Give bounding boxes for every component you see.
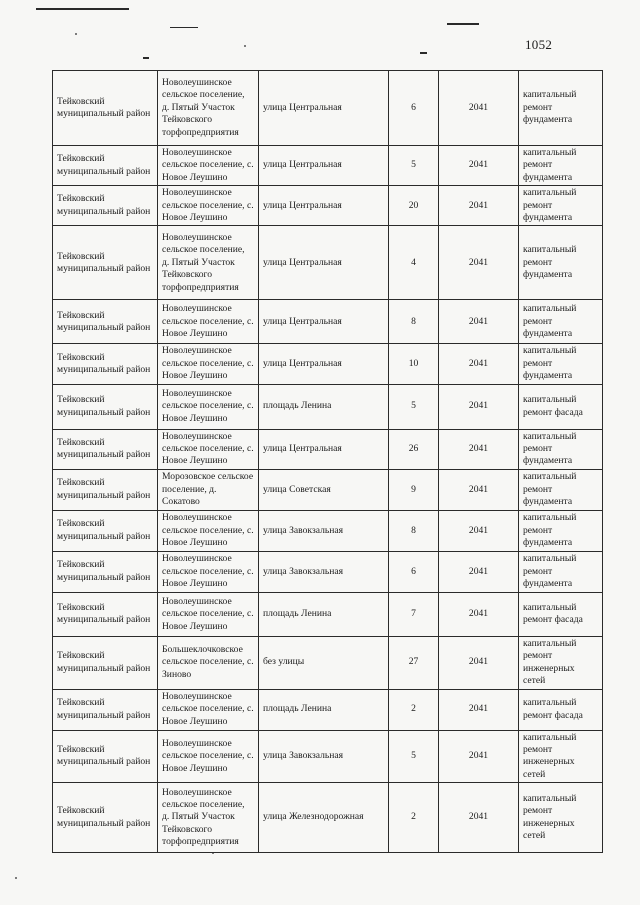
table-row bbox=[53, 226, 603, 300]
settlement-cell: Новолеушинское сельское поселение, д. Пятый Участок Тейковского торфопредприятия bbox=[158, 71, 259, 146]
table-row bbox=[53, 592, 603, 636]
street-cell: без улицы bbox=[259, 636, 389, 689]
table-row bbox=[53, 300, 603, 344]
year-cell: 2041 bbox=[439, 636, 519, 689]
work-type-cell: капитальный ремонт фундамента bbox=[519, 71, 603, 146]
district-cell: Тейковский муниципальный район bbox=[53, 384, 158, 429]
house-number-cell: 5 bbox=[389, 146, 439, 186]
settlement-cell: Новолеушинское сельское поселение, с. Новое Леушино bbox=[158, 186, 259, 226]
settlement-cell: Новолеушинское сельское поселение, д. Пятый Участок Тейковского торфопредприятия bbox=[158, 783, 259, 853]
district-cell: Тейковский муниципальный район bbox=[53, 71, 158, 146]
settlement-cell: Новолеушинское сельское поселение, с. Новое Леушино bbox=[158, 300, 259, 344]
scan-mark-top-2 bbox=[447, 23, 479, 25]
year-cell: 2041 bbox=[439, 300, 519, 344]
house-number-cell: 2 bbox=[389, 783, 439, 853]
district-cell: Тейковский муниципальный район bbox=[53, 551, 158, 592]
year-cell: 2041 bbox=[439, 592, 519, 636]
scan-speck bbox=[75, 33, 77, 35]
work-type-cell: капитальный ремонт фундамента bbox=[519, 429, 603, 469]
house-number-cell: 10 bbox=[389, 344, 439, 384]
district-cell: Тейковский муниципальный район bbox=[53, 429, 158, 469]
year-cell: 2041 bbox=[439, 344, 519, 384]
table-row bbox=[53, 186, 603, 226]
house-number-cell: 7 bbox=[389, 592, 439, 636]
house-number-cell: 20 bbox=[389, 186, 439, 226]
year-cell: 2041 bbox=[439, 186, 519, 226]
house-number-cell: 9 bbox=[389, 469, 439, 510]
work-type-cell: капитальный ремонт фундамента bbox=[519, 469, 603, 510]
table-row bbox=[53, 344, 603, 384]
settlement-cell: Новолеушинское сельское поселение, с. Новое Леушино bbox=[158, 384, 259, 429]
settlement-cell: Большеклочковское сельское поселение, с. Зиново bbox=[158, 636, 259, 689]
scan-mark-top-left bbox=[36, 8, 129, 10]
year-cell: 2041 bbox=[439, 730, 519, 783]
street-cell: площадь Ленина bbox=[259, 689, 389, 730]
table-row bbox=[53, 469, 603, 510]
street-cell: улица Центральная bbox=[259, 300, 389, 344]
settlement-cell: Новолеушинское сельское поселение, с. Новое Леушино bbox=[158, 429, 259, 469]
street-cell: улица Центральная bbox=[259, 429, 389, 469]
district-cell: Тейковский муниципальный район bbox=[53, 689, 158, 730]
scan-mark-top-4 bbox=[420, 52, 427, 54]
year-cell: 2041 bbox=[439, 783, 519, 853]
work-type-cell: капитальный ремонт фундамента bbox=[519, 226, 603, 300]
house-number-cell: 2 bbox=[389, 689, 439, 730]
house-number-cell: 8 bbox=[389, 510, 439, 551]
work-type-cell: капитальный ремонт инженерных сетей bbox=[519, 636, 603, 689]
scan-speck bbox=[244, 45, 246, 47]
street-cell: улица Центральная bbox=[259, 186, 389, 226]
house-number-cell: 5 bbox=[389, 730, 439, 783]
year-cell: 2041 bbox=[439, 689, 519, 730]
table-row bbox=[53, 146, 603, 186]
street-cell: площадь Ленина bbox=[259, 592, 389, 636]
table-row bbox=[53, 429, 603, 469]
table-row bbox=[53, 384, 603, 429]
work-type-cell: капитальный ремонт фундамента bbox=[519, 344, 603, 384]
work-type-cell: капитальный ремонт фундамента bbox=[519, 551, 603, 592]
work-type-cell: капитальный ремонт фундамента bbox=[519, 300, 603, 344]
district-cell: Тейковский муниципальный район bbox=[53, 730, 158, 783]
table-row bbox=[53, 510, 603, 551]
street-cell: улица Советская bbox=[259, 469, 389, 510]
year-cell: 2041 bbox=[439, 469, 519, 510]
street-cell: улица Центральная bbox=[259, 71, 389, 146]
settlement-cell: Новолеушинское сельское поселение, с. Новое Леушино bbox=[158, 510, 259, 551]
district-cell: Тейковский муниципальный район bbox=[53, 636, 158, 689]
street-cell: площадь Ленина bbox=[259, 384, 389, 429]
year-cell: 2041 bbox=[439, 384, 519, 429]
table-row bbox=[53, 636, 603, 689]
district-cell: Тейковский муниципальный район bbox=[53, 344, 158, 384]
year-cell: 2041 bbox=[439, 146, 519, 186]
house-number-cell: 8 bbox=[389, 300, 439, 344]
year-cell: 2041 bbox=[439, 551, 519, 592]
work-type-cell: капитальный ремонт фундамента bbox=[519, 186, 603, 226]
district-cell: Тейковский муниципальный район bbox=[53, 186, 158, 226]
work-type-cell: капитальный ремонт фундамента bbox=[519, 510, 603, 551]
district-cell: Тейковский муниципальный район bbox=[53, 783, 158, 853]
scan-speck bbox=[15, 877, 17, 879]
settlement-cell: Новолеушинское сельское поселение, с. Новое Леушино bbox=[158, 146, 259, 186]
scan-mark-top-3 bbox=[143, 57, 149, 59]
work-type-cell: капитальный ремонт фасада bbox=[519, 592, 603, 636]
street-cell: улица Завокзальная bbox=[259, 730, 389, 783]
work-type-cell: капитальный ремонт инженерных сетей bbox=[519, 783, 603, 853]
year-cell: 2041 bbox=[439, 429, 519, 469]
district-cell: Тейковский муниципальный район bbox=[53, 510, 158, 551]
table-row bbox=[53, 730, 603, 783]
scan-mark-top-1 bbox=[170, 27, 198, 28]
street-cell: улица Завокзальная bbox=[259, 510, 389, 551]
settlement-cell: Новолеушинское сельское поселение, с. Новое Леушино bbox=[158, 730, 259, 783]
work-type-cell: капитальный ремонт фасада bbox=[519, 689, 603, 730]
house-number-cell: 6 bbox=[389, 551, 439, 592]
work-type-cell: капитальный ремонт фундамента bbox=[519, 146, 603, 186]
table-row bbox=[53, 551, 603, 592]
district-cell: Тейковский муниципальный район bbox=[53, 226, 158, 300]
repair-register-table bbox=[52, 70, 603, 853]
settlement-cell: Новолеушинское сельское поселение, д. Пятый Участок Тейковского торфопредприятия bbox=[158, 226, 259, 300]
district-cell: Тейковский муниципальный район bbox=[53, 300, 158, 344]
page-number: 1052 bbox=[525, 37, 553, 52]
house-number-cell: 5 bbox=[389, 384, 439, 429]
house-number-cell: 6 bbox=[389, 71, 439, 146]
house-number-cell: 27 bbox=[389, 636, 439, 689]
settlement-cell: Новолеушинское сельское поселение, с. Новое Леушино bbox=[158, 689, 259, 730]
year-cell: 2041 bbox=[439, 71, 519, 146]
district-cell: Тейковский муниципальный район bbox=[53, 146, 158, 186]
settlement-cell: Новолеушинское сельское поселение, с. Новое Леушино bbox=[158, 551, 259, 592]
house-number-cell: 26 bbox=[389, 429, 439, 469]
table-row bbox=[53, 71, 603, 146]
house-number-cell: 4 bbox=[389, 226, 439, 300]
settlement-cell: Морозовское сельское поселение, д. Сокатово bbox=[158, 469, 259, 510]
street-cell: улица Центральная bbox=[259, 344, 389, 384]
table-body bbox=[53, 71, 603, 853]
street-cell: улица Завокзальная bbox=[259, 551, 389, 592]
street-cell: улица Центральная bbox=[259, 146, 389, 186]
table-row bbox=[53, 689, 603, 730]
district-cell: Тейковский муниципальный район bbox=[53, 469, 158, 510]
street-cell: улица Железнодорожная bbox=[259, 783, 389, 853]
street-cell: улица Центральная bbox=[259, 226, 389, 300]
settlement-cell: Новолеушинское сельское поселение, с. Новое Леушино bbox=[158, 592, 259, 636]
year-cell: 2041 bbox=[439, 510, 519, 551]
work-type-cell: капитальный ремонт фасада bbox=[519, 384, 603, 429]
work-type-cell: капитальный ремонт инженерных сетей bbox=[519, 730, 603, 783]
settlement-cell: Новолеушинское сельское поселение, с. Новое Леушино bbox=[158, 344, 259, 384]
table-row bbox=[53, 783, 603, 853]
district-cell: Тейковский муниципальный район bbox=[53, 592, 158, 636]
year-cell: 2041 bbox=[439, 226, 519, 300]
